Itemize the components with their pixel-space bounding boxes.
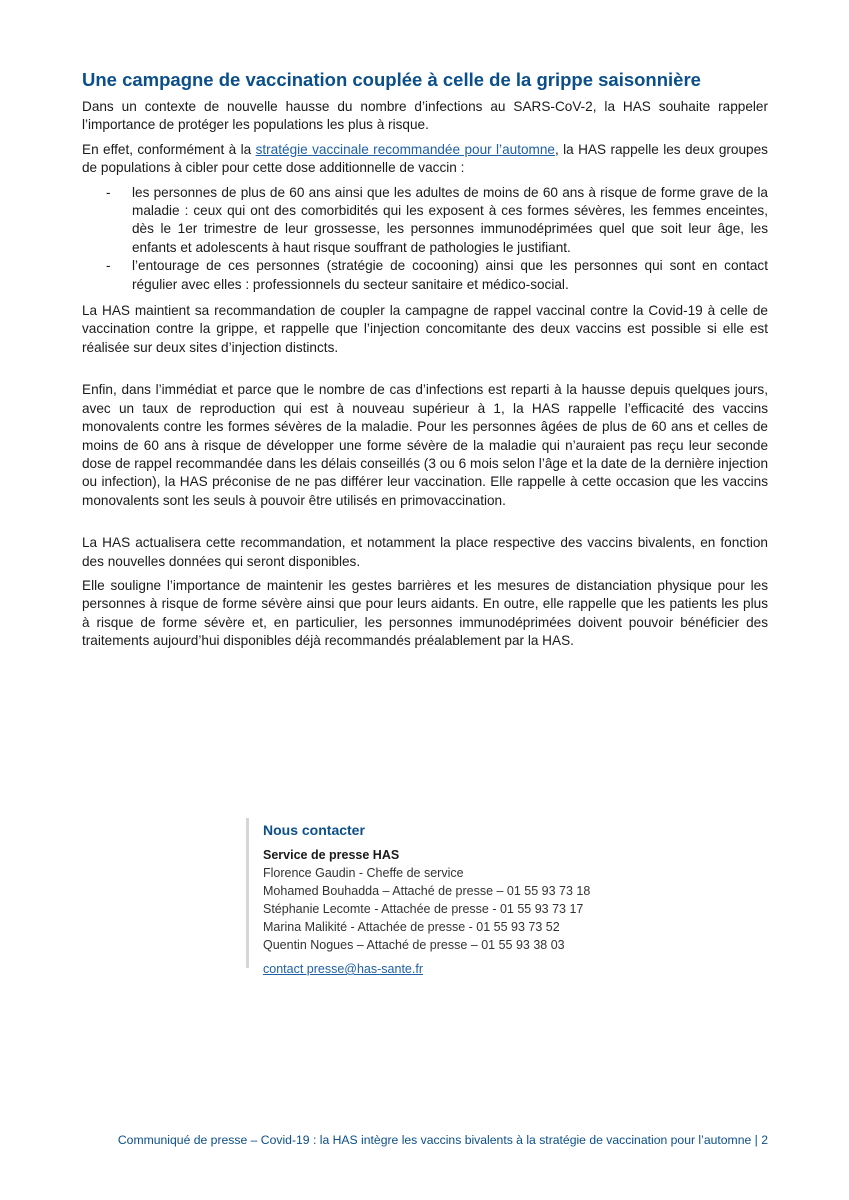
list-item-text: les personnes de plus de 60 ans ainsi que les adultes de moins de 60 ans à risque de forme grave de la maladie : ceux qui ont des comorbidités qui les exposent à ces formes sévères, les femmes enceintes, dès le 1er trimestre de leur grossesse, les personnes immunodéprimées quel que soit leur âge, les enfants et adolescents à haut risque souffrant de pathologies le justifiant. [132,184,768,255]
target-groups-list [82,184,768,294]
page-footer: Communiqué de presse – Covid-19 : la HAS intègre les vaccins bivalents à la stratégie de vaccination pour l’automne | 2 [117,1133,768,1147]
groups-paragraph-start: En effet, conformément à la [82,141,256,157]
update-paragraph: La HAS actualisera cette recommandation, et notamment la place respective des vaccins bivalents, en fonction des nouvelles données qui seront disponibles. [82,535,768,569]
contact-line: Mohamed Bouhadda – Attaché de presse – 01 55 93 73 18 [263,884,591,898]
strategy-link[interactable]: stratégie vaccinale recommandée pour l’automne [255,141,555,157]
list-item-text: l’entourage de ces personnes (stratégie de cocooning) ainsi que les personnes qui sont en contact régulier avec elles : professionnels du secteur sanitaire et médico-social. [132,258,768,292]
groups-paragraph-end: , la HAS rappelle les deux groupes de populations à cibler pour cette dose additionnelle de vaccin : [82,141,768,176]
section-heading: Une campagne de vaccination couplée à celle de la grippe saisonnière [82,69,701,90]
article-body [82,68,768,657]
contact-line: Stéphanie Lecomte - Attachée de presse - 01 55 93 73 17 [263,902,584,916]
groups-paragraph [82,141,768,178]
contact-line: Florence Gaudin - Cheffe de service [263,866,464,880]
contact-line: Quentin Nogues – Attaché de presse – 01 55 93 38 03 [263,938,565,952]
bullet-dash: - [106,184,111,200]
monovalent-paragraph: Enfin, dans l’immédiat et parce que le nombre de cas d’infections est reparti à la hausse depuis quelques jours, avec un taux de reproduction qui est à nouveau supérieur à 1, la HAS rappelle l’efficacité des vaccins monovalents contre les formes sévères de la maladie. Pour les personnes âgées de plus de 60 ans et celles de moins de 60 ans à risque de développer une forme sévère de la maladie qui n’auraient pas reçu leur seconde dose de rappel recommandée dans les délais conseillés (3 ou 6 mois selon l’âge et la date de la dernière injection ou infection), la HAS préconise de ne pas différer leur vaccination. Elle rappelle à cette occasion que les vaccins monovalents sont les seuls à pouvoir être utilisés en primovaccination. [82,382,768,508]
intro-paragraph: Dans un contexte de nouvelle hausse du nombre d’infections au SARS-CoV-2, la HAS souhaite rappeler l’importance de protéger les populations les plus à risque. [82,99,768,133]
list-item [82,184,768,258]
coupling-paragraph: La HAS maintient sa recommandation de coupler la campagne de rappel vaccinal contre la Covid-19 à celle de vaccination contre la grippe, et rappelle que l’injection concomitante des deux vaccins est possible si elle est réalisée sur deux sites d’injection distincts. [82,303,768,355]
press-service-name: Service de presse HAS [263,848,400,862]
contact-box [246,818,666,976]
contact-title: Nous contacter [263,822,365,838]
bullet-dash: - [106,258,111,274]
contact-line: Marina Malikité - Attachée de presse - 01 55 93 73 52 [263,920,560,934]
barrier-gestures-paragraph: Elle souligne l’importance de maintenir les gestes barrières et les mesures de distanciation physique pour les personnes à risque de forme sévère ainsi que pour leurs aidants. En outre, elle rappelle que les patients les plus à risque de forme sévère et, en particulier, les personnes immunodéprimées doivent pouvoir bénéficier des traitements aujourd’hui disponibles déjà recommandés préalablement par la HAS. [82,577,768,649]
contact-email-link[interactable]: contact presse@has-sante.fr [263,962,423,976]
list-item [82,257,768,294]
